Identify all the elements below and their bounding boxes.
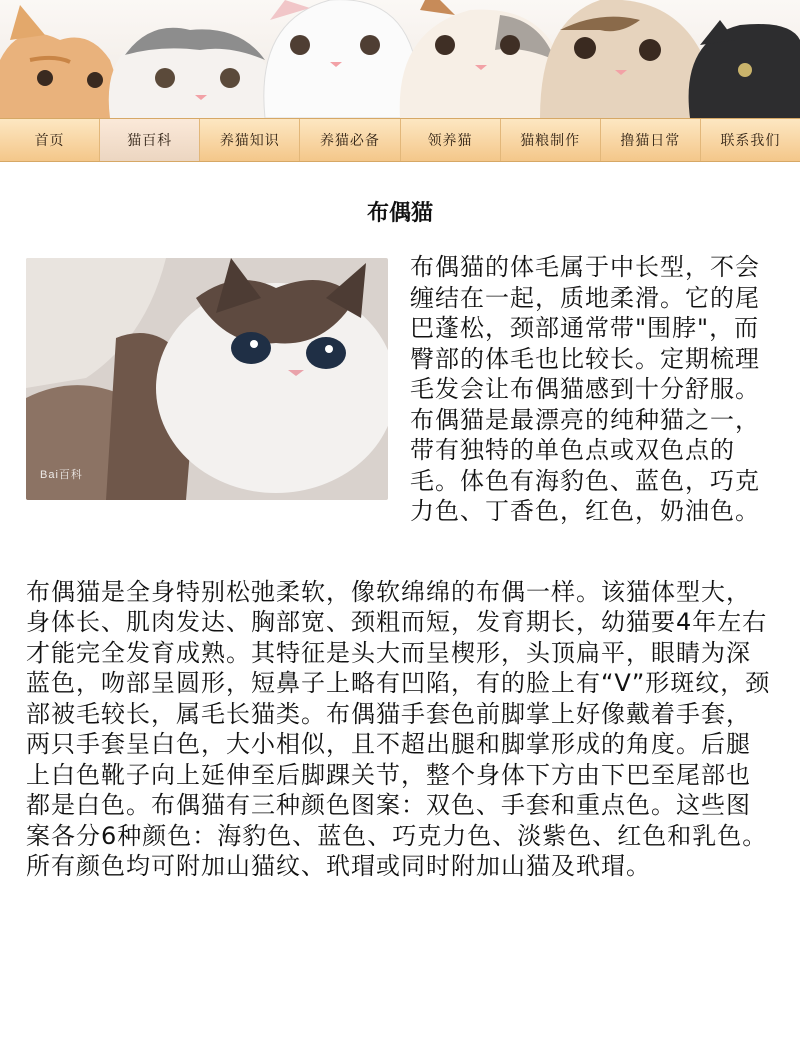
nav-item-adopt-cat[interactable]: 领养猫 [401, 119, 501, 161]
article-paragraph-1-text: 布偶猫的体毛属于中长型，不会缠结在一起，质地柔滑。它的尾巴蓬松，颈部通常带"围脖"，而臀部的体毛也比较长。定期梳理毛发会让布偶猫感到十分舒服。布偶猫是最漂亮的纯种猫之一，带有独特的单色点或双色点的毛。体色有海豹色、蓝色，巧克力色、丁香色，红色，奶油色。 [410, 253, 760, 525]
header-banner [0, 0, 800, 118]
grey-cat-illustration [109, 28, 275, 118]
photo-watermark: Bai百科 [40, 468, 83, 481]
nav-item-home[interactable]: 首页 [0, 119, 100, 161]
ragdoll-cat-photo [26, 258, 388, 500]
white-cat-illustration [264, 0, 415, 118]
nav-item-cat-encyclopedia[interactable]: 猫百科 [100, 119, 200, 161]
article-paragraph-1 [26, 252, 774, 527]
nav-item-contact-us[interactable]: 联系我们 [720, 133, 781, 149]
brown-tabby-cat-illustration [540, 0, 700, 118]
page-title: 布偶猫 [366, 201, 433, 226]
calico-cat-illustration [400, 0, 560, 118]
nav-item-cat-daily[interactable]: 撸猫日常 [601, 119, 701, 161]
nav-item-cat-food-making[interactable]: 猫粮制作 [501, 119, 601, 161]
nav-item-cat-care-knowledge[interactable]: 养猫知识 [200, 119, 300, 161]
cats-banner-illustration [0, 0, 800, 118]
black-cat-illustration [689, 20, 800, 118]
main-nav [0, 118, 800, 162]
article-paragraph-2: 布偶猫是全身特别松弛柔软，像软绵绵的布偶一样。该猫体型大，身体长、肌肉发达、胸部宽、颈粗而短，发育期长，幼猫要4年左右才能完全发育成熟。其特征是头大而呈楔形，头顶扁平，眼睛为深蓝色，吻部呈圆形，短鼻子上略有凹陷，有的脸上有“V”形斑纹，颈部被毛较长，属毛长猫类。布偶猫手套色前脚掌上好像戴着手套，两只手套呈白色，大小相似，且不超出腿和脚掌形成的角度。后腿上白色靴子向上延伸至后脚踝关节，整个身体下方由下巴至尾部也都是白色。布偶猫有三种颜色图案：双色、手套和重点色。这些图案各分6种颜色：海豹色、蓝色、巧克力色、淡紫色、红色和乳色。所有颜色均可附加山猫纹、玳瑁或同时附加山猫及玳瑁。 [26, 577, 771, 880]
article [0, 196, 800, 882]
nav-item-cat-essentials[interactable]: 养猫必备 [300, 119, 400, 161]
